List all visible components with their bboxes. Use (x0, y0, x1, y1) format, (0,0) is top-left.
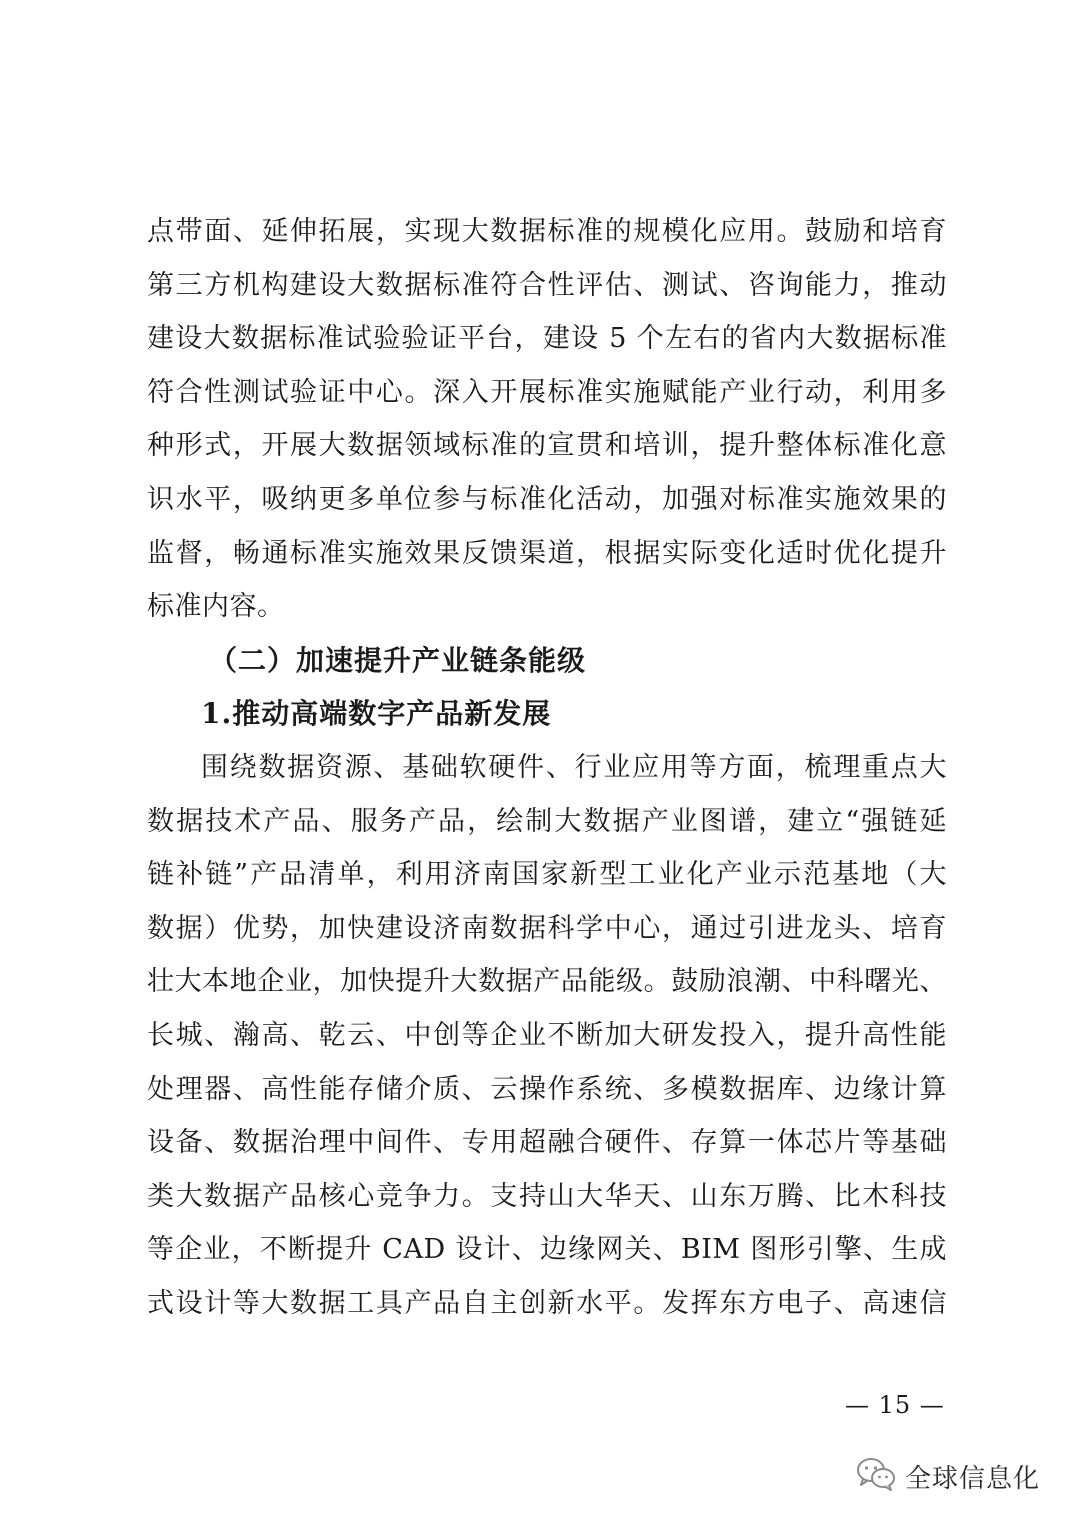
text-line: 第三方机构建设大数据标准符合性评估、测试、咨询能力，推动 (147, 269, 947, 301)
paragraph-2 (147, 741, 947, 1331)
document-body (147, 205, 947, 1330)
text-line: 壮大本地企业，加快提升大数据产品能级。鼓励浪潮、中科曙光、 (147, 966, 947, 998)
text-line: 链补链”产品清单，利用济南国家新型工业化产业示范基地（大 (147, 859, 947, 891)
wechat-icon (855, 1456, 897, 1496)
text-line: 式设计等大数据工具产品自主创新水平。发挥东方电子、高速信 (147, 1287, 947, 1319)
text-line: 处理器、高性能存储介质、云操作系统、多模数据库、边缘计算 (147, 1073, 947, 1105)
section-heading: （二）加速提升产业链条能级 (209, 643, 587, 677)
text-line: 种形式，开展大数据领域标准的宣贯和培训，提升整体标准化意 (147, 430, 947, 462)
text-line: 长城、瀚高、乾云、中创等企业不断加大研发投入，提升高性能 (147, 1019, 947, 1051)
text-line: 数据技术产品、服务产品，绘制大数据产业图谱，建立“强链延 (147, 805, 947, 837)
paragraph-1 (147, 205, 947, 634)
watermark (855, 1456, 1040, 1496)
text-line: 等企业，不断提升 CAD 设计、边缘网关、BIM 图形引擎、生成 (147, 1234, 947, 1266)
page-number: — 15 — (845, 1391, 945, 1419)
text-line: 监督，畅通标准实施效果反馈渠道，根据实际变化适时优化提升 (147, 537, 947, 569)
text-line: 标准内容。 (147, 591, 285, 623)
text-line: 数据）优势，加快建设济南数据科学中心，通过引进龙头、培育 (147, 912, 947, 944)
subsection-heading: 1.推动高端数字产品新发展 (201, 697, 552, 731)
text-line: 建设大数据标准试验验证平台，建设 5 个左右的省内大数据标准 (147, 323, 947, 355)
text-line: 识水平，吸纳更多单位参与标准化活动，加强对标准实施效果的 (147, 483, 947, 515)
text-line: 设备、数据治理中间件、专用超融合硬件、存算一体芯片等基础 (147, 1127, 947, 1159)
text-line: 类大数据产品核心竞争力。支持山大华天、山东万腾、比木科技 (147, 1180, 947, 1212)
text-line: 点带面、延伸拓展，实现大数据标准的规模化应用。鼓励和培育 (147, 216, 947, 247)
text-line: 围绕数据资源、基础软硬件、行业应用等方面，梳理重点大 (201, 751, 947, 783)
text-line: 符合性测试验证中心。深入开展标准实施赋能产业行动，利用多 (147, 376, 947, 408)
watermark-text: 全球信息化 (905, 1463, 1041, 1494)
